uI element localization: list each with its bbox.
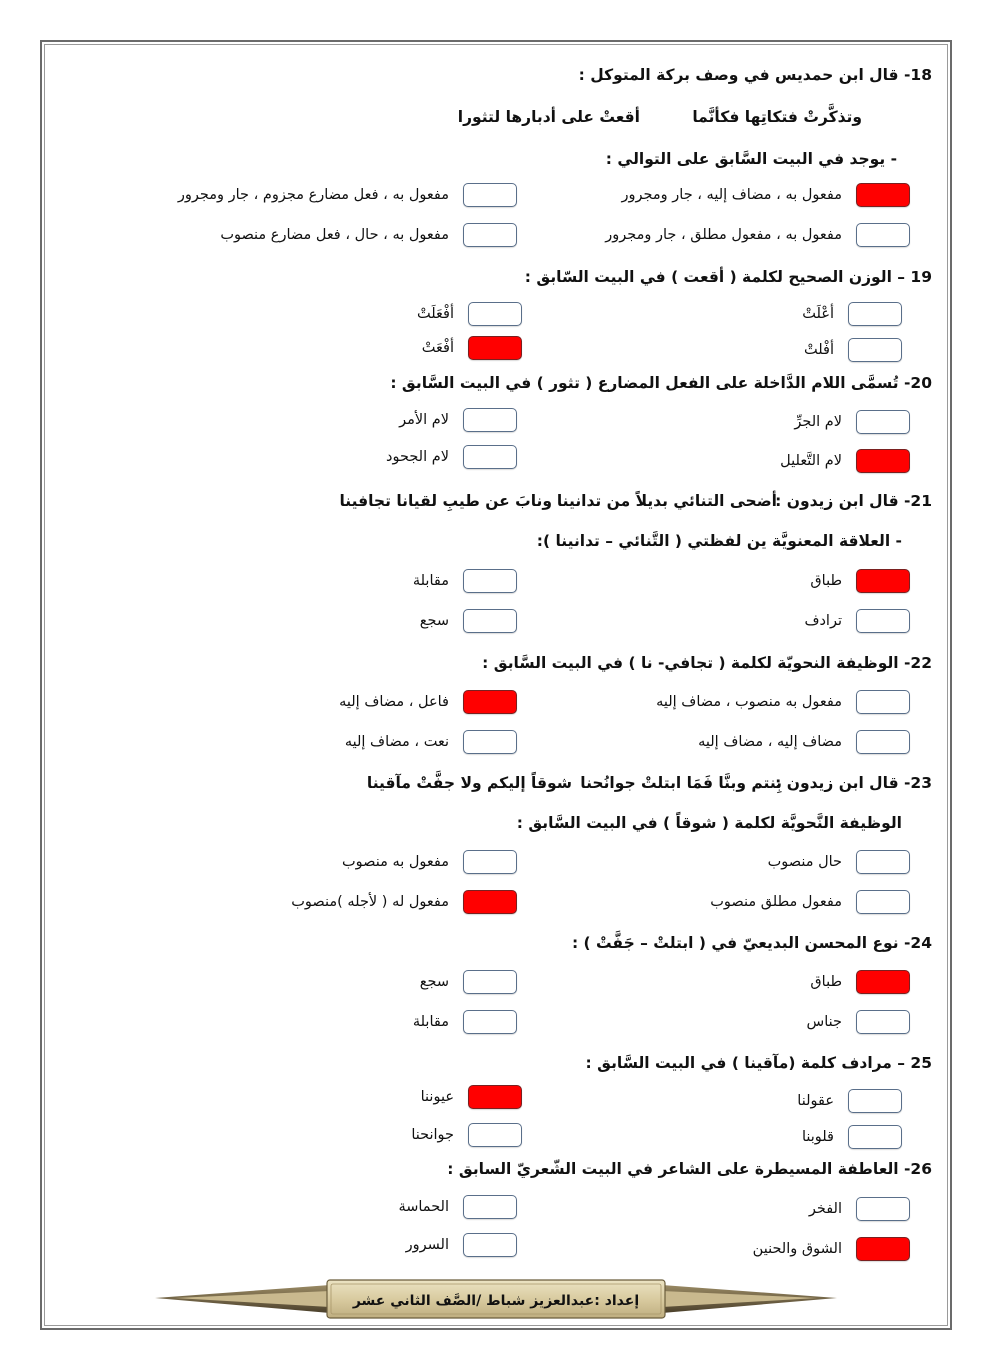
question-21-subtitle: - العلاقة المعنويَّة ين لفظتي ( التَّنائي – تدانينا ): — [536, 532, 902, 550]
q19-option-4[interactable] — [422, 334, 522, 362]
q21-option-2-checkbox[interactable] — [463, 569, 517, 593]
q23-option-2-checkbox[interactable] — [463, 850, 517, 874]
q23-option-4[interactable] — [291, 888, 517, 916]
question-24-title: 24- نوع المحسن البديعيّ في ( ابتلتْ – جَفَّتْ ) : — [571, 934, 932, 952]
q22-option-3-label: مضاف إليه ، مضاف إليه — [698, 734, 842, 750]
q21-option-1[interactable] — [810, 567, 910, 595]
question-18-verse-second: أقعتْ على أدبارها لتثورا — [457, 108, 640, 126]
q23-option-2-label: مفعول به منصوب — [341, 854, 449, 870]
q22-option-4[interactable] — [345, 728, 517, 756]
question-21-verse-first: أضحى التنائي بديلاً من تدانينا — [556, 492, 777, 510]
q20-option-1[interactable] — [794, 408, 910, 436]
q20-option-1-checkbox[interactable] — [856, 410, 910, 434]
q22-option-2-label: فاعل ، مضاف إليه — [339, 694, 449, 710]
q19-option-4-label: أفْعَتْ — [421, 340, 454, 356]
q26-option-1-label: الفخر — [808, 1201, 842, 1217]
q26-option-1[interactable] — [809, 1195, 910, 1223]
question-23-title: 23- قال ابن زيدون : — [775, 774, 932, 792]
q23-option-3-label: مفعول مطلق منصوب — [710, 894, 842, 910]
q24-option-1[interactable] — [810, 968, 910, 996]
q20-option-3[interactable] — [780, 447, 910, 475]
q26-option-3[interactable] — [753, 1235, 910, 1263]
q23-option-1[interactable] — [768, 848, 910, 876]
q22-option-1[interactable] — [656, 688, 910, 716]
q26-option-2-checkbox[interactable] — [463, 1195, 517, 1219]
q19-option-1[interactable] — [802, 300, 902, 328]
q23-option-3-checkbox[interactable] — [856, 890, 910, 914]
q21-option-2[interactable] — [413, 567, 517, 595]
q21-option-3[interactable] — [804, 607, 910, 635]
q22-option-3[interactable] — [698, 728, 910, 756]
q20-option-2[interactable] — [399, 406, 517, 434]
q25-option-3[interactable] — [802, 1123, 902, 1151]
q22-option-2[interactable] — [339, 688, 517, 716]
question-23-verse-first: بِنتم وبنَّا فَمَا ابتلتْ جوانُحنا — [580, 774, 782, 792]
q24-option-1-label: طباق — [810, 974, 842, 990]
q26-option-2-label: الحماسة — [398, 1199, 449, 1215]
q21-option-1-checkbox[interactable] — [856, 569, 910, 593]
q26-option-4[interactable] — [406, 1231, 517, 1259]
q26-option-4-label: السرور — [405, 1237, 449, 1253]
q18-option-1-label: مفعول به ، مضاف إليه ، جار ومجرور — [621, 187, 842, 203]
q22-option-4-label: نعت ، مضاف إليه — [344, 734, 449, 750]
q24-option-4-checkbox[interactable] — [463, 1010, 517, 1034]
question-22-title: 22- الوظيفة النحويّة لكلمة ( تجافي- نا ) في البيت السَّابق : — [482, 654, 932, 672]
question-26-title: 26- العاطفة المسيطرة على الشاعر في البيت الشّعريّ السابق : — [447, 1160, 932, 1178]
q22-option-1-checkbox[interactable] — [856, 690, 910, 714]
q18-option-3-label: مفعول به ، مفعول مطلق ، جار ومجرور — [605, 227, 842, 243]
q24-option-3[interactable] — [807, 1008, 910, 1036]
q19-option-1-checkbox[interactable] — [848, 302, 902, 326]
q21-option-1-label: طباق — [810, 573, 842, 589]
q24-option-2-checkbox[interactable] — [463, 970, 517, 994]
question-21-verse-second: ونابَ عن طيبِ لقيانا تجافينا — [339, 492, 552, 510]
q18-option-1-checkbox[interactable] — [856, 183, 910, 207]
q18-option-4-label: مفعول به ، حال ، فعل مضارع منصوب — [220, 227, 449, 243]
q20-option-3-checkbox[interactable] — [856, 449, 910, 473]
q18-option-3-checkbox[interactable] — [856, 223, 910, 247]
q21-option-2-label: مقابلة — [412, 573, 449, 589]
q24-option-2-label: سجع — [419, 974, 449, 990]
q18-option-4-checkbox[interactable] — [463, 223, 517, 247]
q19-option-2-label: أفْعَلَتْ — [417, 306, 454, 322]
q21-option-3-checkbox[interactable] — [856, 609, 910, 633]
q21-option-4[interactable] — [420, 607, 517, 635]
q26-option-3-label: الشوق والحنين — [752, 1241, 842, 1257]
q23-option-4-label: مفعول له ( لأجله )منصوب — [291, 894, 449, 910]
question-20-title: 20- تُسمَّى اللام الدَّاخلة على الفعل المضارع ( تثور ) في البيت السَّابق : — [390, 374, 932, 392]
footer-credit: إعداد :عبدالعزيز شباط /الصَّف الثاني عشر — [352, 1293, 640, 1309]
q23-option-3[interactable] — [710, 888, 910, 916]
q19-option-2[interactable] — [417, 300, 522, 328]
q20-option-2-label: لام الأمر — [399, 412, 449, 428]
q23-option-4-checkbox[interactable] — [463, 890, 517, 914]
q20-option-4-checkbox[interactable] — [463, 445, 517, 469]
q23-option-1-label: حال منصوب — [767, 854, 842, 870]
q18-option-2-checkbox[interactable] — [463, 183, 517, 207]
q25-option-1[interactable] — [797, 1087, 902, 1115]
q19-option-3[interactable] — [804, 336, 902, 364]
q19-option-3-checkbox[interactable] — [848, 338, 902, 362]
q25-option-4[interactable] — [411, 1121, 522, 1149]
q25-option-2-label: عيوننا — [420, 1089, 454, 1105]
footer-banner — [155, 1279, 837, 1331]
q20-option-4[interactable] — [386, 443, 517, 471]
question-18-subtitle: - يوجد في البيت السَّابق على التوالي : — [605, 150, 897, 168]
q25-option-1-checkbox[interactable] — [848, 1089, 902, 1113]
q23-option-1-checkbox[interactable] — [856, 850, 910, 874]
q18-option-1[interactable] — [622, 181, 910, 209]
question-18-verse-first: وتذكَّرتْ فتكاتِها فكأنَّما — [692, 108, 862, 126]
q18-option-3[interactable] — [605, 221, 910, 249]
q25-option-3-checkbox[interactable] — [848, 1125, 902, 1149]
q24-option-3-checkbox[interactable] — [856, 1010, 910, 1034]
q24-option-4[interactable] — [413, 1008, 517, 1036]
q20-option-1-label: لام الجرِّ — [794, 414, 842, 430]
q19-option-4-checkbox[interactable] — [468, 336, 522, 360]
q26-option-2[interactable] — [398, 1193, 517, 1221]
q21-option-4-label: سجع — [419, 613, 449, 629]
q18-option-2[interactable] — [178, 181, 517, 209]
q19-option-1-label: أعْلَتْ — [802, 306, 834, 322]
q19-option-2-checkbox[interactable] — [468, 302, 522, 326]
q25-option-1-label: عقولنا — [797, 1093, 834, 1109]
q23-option-2[interactable] — [342, 848, 517, 876]
q18-option-2-label: مفعول به ، فعل مضارع مجزوم ، جار ومجرور — [177, 187, 449, 203]
q21-option-4-checkbox[interactable] — [463, 609, 517, 633]
question-25-title: 25 – مرادف كلمة (مآقينا ) في البيت السَّابق : — [585, 1054, 932, 1072]
q24-option-1-checkbox[interactable] — [856, 970, 910, 994]
question-18-title: 18- قال ابن حمديس في وصف بركة المتوكل : — [578, 66, 932, 84]
q25-option-4-checkbox[interactable] — [468, 1123, 522, 1147]
question-21-title: 21- قال ابن زيدون : — [775, 492, 932, 510]
q26-option-4-checkbox[interactable] — [463, 1233, 517, 1257]
q20-option-4-label: لام الجحود — [386, 449, 449, 465]
q26-option-3-checkbox[interactable] — [856, 1237, 910, 1261]
q24-option-2[interactable] — [420, 968, 517, 996]
q22-option-4-checkbox[interactable] — [463, 730, 517, 754]
question-19-title: 19 – الوزن الصحيح لكلمة ( أقعت ) في البيت السّابق : — [524, 268, 932, 286]
q22-option-2-checkbox[interactable] — [463, 690, 517, 714]
q18-option-4[interactable] — [220, 221, 517, 249]
q26-option-1-checkbox[interactable] — [856, 1197, 910, 1221]
q25-option-4-label: جوانحنا — [411, 1127, 454, 1143]
q24-option-4-label: مقابلة — [412, 1014, 449, 1030]
q25-option-3-label: قلوبنا — [801, 1129, 834, 1145]
q20-option-3-label: لام التَّعليل — [780, 453, 842, 469]
q21-option-3-label: ترادف — [804, 613, 842, 629]
q25-option-2[interactable] — [421, 1083, 522, 1111]
q24-option-3-label: جناس — [806, 1014, 842, 1030]
q22-option-3-checkbox[interactable] — [856, 730, 910, 754]
question-23-verse-second: شوقاً إليكم ولا جفَّتْ مآقينا — [366, 774, 572, 792]
q20-option-2-checkbox[interactable] — [463, 408, 517, 432]
question-23-subtitle: الوظيفة النَّحويَّة لكلمة ( شوقاً ) في البيت السَّابق : — [516, 814, 902, 832]
q19-option-3-label: أفْلتْ — [804, 342, 834, 358]
q25-option-2-checkbox[interactable] — [468, 1085, 522, 1109]
q22-option-1-label: مفعول به منصوب ، مضاف إليه — [656, 694, 842, 710]
